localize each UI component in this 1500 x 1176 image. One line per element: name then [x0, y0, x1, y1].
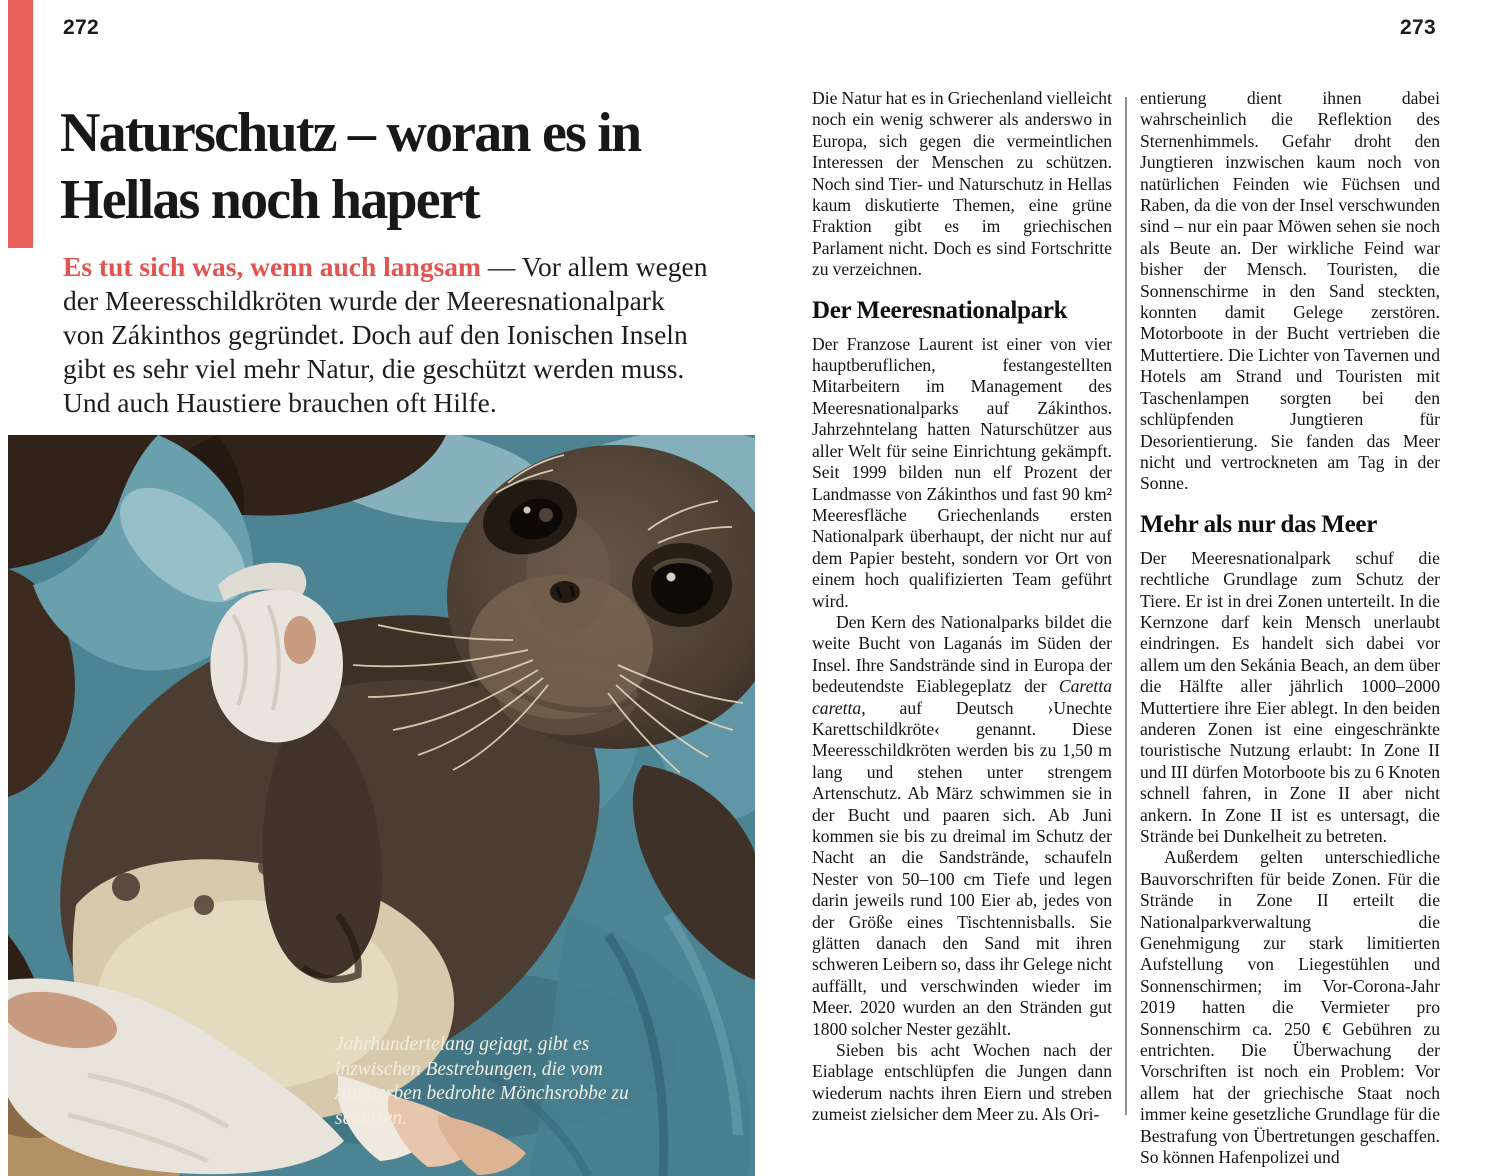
col1-paragraph-4: Sieben bis acht Wochen nach der Eiablage entschlüpfen die Jungen dann wiederum nachts ihren Eiern und streben zumeist zielsicher dem Meer zu. Als Ori- [812, 1040, 1112, 1125]
photo-caption: Jahrhundertelang gejagt, gibt es inzwischen Bestrebungen, die vom Aussterben bedrohte Mönchsrobbe zu schützen. [335, 1034, 629, 1129]
species-latin-name: Caretta caretta [812, 676, 1112, 718]
section-heading-mehr-als-nur-das-meer: Mehr als nur das Meer [1140, 510, 1377, 538]
column-divider-rule [1125, 97, 1127, 1115]
page-number-right: 273 [1400, 16, 1436, 39]
lead-text: — Vor allem wegen der Meeresschildkröten wurde der Meeresnationalpark von Zákinthos gegründet. Doch auf den Ionischen Inseln gibt es sehr viel mehr Natur, die geschützt werden muss. Und auch Haustiere brauchen oft Hilfe. [63, 250, 708, 418]
col1-paragraph-2: Der Franzose Laurent ist einer von vier hauptberuflichen, festangestellten Mitarbeitern im Management des Meeresnationalparks auf Zákinthos. Jahrzehntelang hatten Naturschützer aus aller Welt für seine Einrichtung gekämpft. Seit 1999 bilden nun elf Prozent der Landmasse von Zákinthos und fast 90 km² Meeresfläche Griechenlands ersten Nationalpark überhaupt, der nicht nur auf dem Papier besteht, sondern vor Ort von einem hoch qualifizierten Team geführt wird. [812, 333, 1112, 611]
text-column-1 [812, 88, 1112, 1126]
col1-paragraph-3-post: , auf Deutsch ›Unechte Karettschildkröte‹ genannt. Diese Meeresschildkröten werden bis zu 1,50 m lang und stehen unter strengem Artenschutz. Ab März schwimmen sie in der Bucht und paaren sich. Ab Juni kommen sie bis zu dreimal im Schutz der Nacht an die Sandstrände, schaufeln Nester von 50–100 cm Tiefe und legen darin jeweils rund 100 Eier ab, jedes von der Größe eines Tischtennisballs. Sie glätten danach den Sand mit ihren schweren Leibern so, dass ihr Gelege nicht auffällt, und verschwinden wieder im Meer. 2020 wurden an den Stränden gut 1800 solcher Nester gezählt. [812, 697, 1113, 1039]
col1-paragraph-1: Die Natur hat es in Griechenland vielleicht noch ein wenig schwerer als anderswo in Europa, sich gegen die vermeintlichen Interessen der Menschen zu schützen. Noch sind Tier- und Naturschutz in Hellas kaum diskutierte Themen, eine grüne Fraktion gibt es im griechischen Parlament nicht. Doch es sind Fortschritte zu verzeichnen. [812, 88, 1112, 280]
section-heading-meeresnationalpark: Der Meeresnationalpark [812, 296, 1068, 324]
lead-paragraph [63, 250, 711, 420]
text-column-2 [1140, 88, 1440, 1169]
chapter-headline: Naturschutz – woran es in Hellas noch hapert [60, 101, 641, 231]
lead-kicker: Es tut sich was, wenn auch langsam [63, 250, 481, 282]
monk-seal-photo [8, 435, 755, 1176]
col1-paragraph-3-pre: Den Kern des Nationalparks bildet die weite Bucht von Laganás im Süden der Insel. Ihre Sandstrände sind in Europa der bedeutendste Eiablegeplatz der [812, 611, 1112, 697]
seal-nose [550, 581, 580, 603]
page-number-left: 272 [63, 16, 99, 39]
col2-paragraph-1: entierung dient ihnen dabei wahrscheinlich die Reflektion des Sternenhimmels. Gefahr droht den Jungtieren inzwischen kaum noch von natürlichen Feinden wie Füchsen und Raben, da die von der Insel verschwunden sind – nur ein paar Möwen sehen sie noch als Beute an. Der wirkliche Feind war bisher der Mensch. Touristen, die Sonnenschirme in den Sand steckten, konnten damit Gelege zerstören. Motorboote in der Bucht vertrieben die Muttertiere. Die Lichter von Tavernen und Hotels am Strand und Touristen mit Taschenlampen sorgten bei den schlüpfenden Jungtieren für Desorientierung. Sie fanden das Meer nicht und vertrockneten am Tag in der Sonne. [1140, 88, 1440, 494]
col1-paragraph-3 [812, 612, 1112, 1040]
col2-paragraph-3: Außerdem gelten unterschiedliche Bauvorschriften für beide Zonen. Für die Strände in Zone II erteilt die Nationalparkverwaltung die Genehmigung zur stark limitierten Aufstellung von Liegestühlen und Sonnenschirmen; im Vor-Corona-Jahr 2019 hatten die Vermieter pro Sonnenschirm ca. 250 € Gebühren zu entrichten. Die Überwachung der Vorschriften ist noch ein Problem: Vor allem hat der griechische Staat noch immer keine gesetzliche Grundlage für die Bestrafung von Übertretungen geschaffen. So können Hafenpolizei und [1140, 847, 1440, 1168]
col2-paragraph-2: Der Meeresnationalpark schuf die rechtliche Grundlage zum Schutz der Tiere. Er ist in drei Zonen unterteilt. In die Kernzone darf kein Mensch unerlaubt eindringen. Es handelt sich dabei vor allem um den Sekánia Beach, an dem über die Hälfte aller jährlich 1000–2000 Muttertiere ihre Eier ablegt. In den beiden anderen Zonen ist eine eingeschränkte touristische Nutzung erlaubt: In Zone II und III dürfen Motorboote bis zu 6 Knoten schnell fahren, in Zone II aber nicht ankern. In Zone II ist es untersagt, die Strände bei Dunkelheit zu betreten. [1140, 547, 1440, 846]
red-accent-bar [8, 0, 33, 248]
